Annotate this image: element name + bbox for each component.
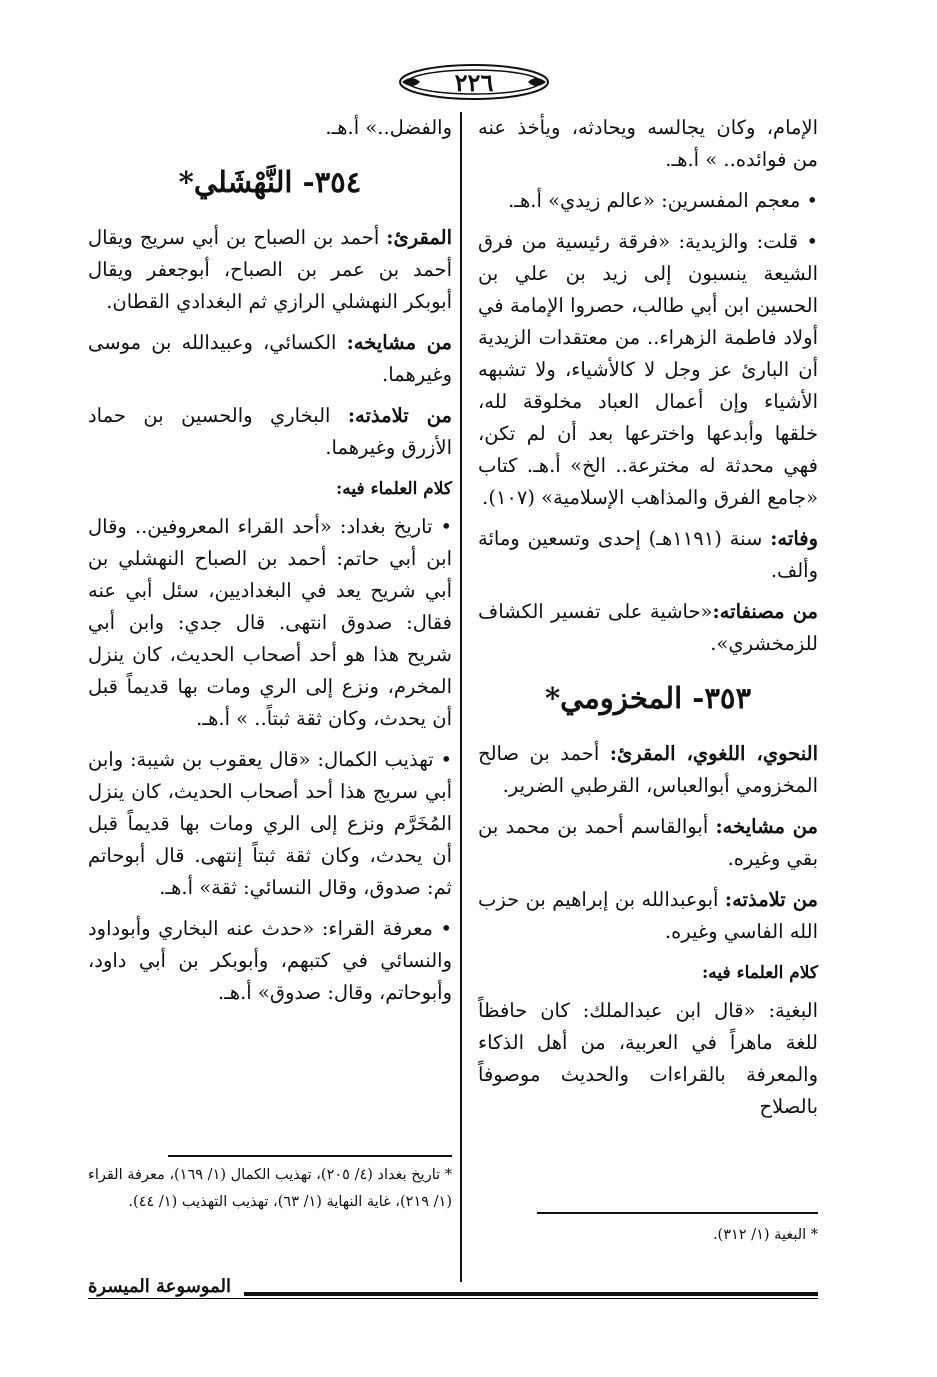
entry-intro-label: المقرئ: [386,226,452,249]
students-paragraph [88,400,452,464]
footnote-rule [537,1212,818,1214]
footer-rule-thin [88,1298,818,1299]
right-column [478,112,818,1132]
works-paragraph [478,596,818,660]
footnote: * البغية (١/ ٣١٢). [712,1227,818,1243]
paragraph: البغية: «قال ابن عبدالملك: كان حافظاً للغة ماهراً في العربية، من أهل الذكاء والمعرفة بالقراءات والحديث موصوفاً بالصلاح [478,999,818,1118]
paragraph: • تاريخ بغداد: «أحد القراء المعروفين.. وقال ابن أبي حاتم: أحمد بن الصباح النهشلي بن أبي شريح يعد في البغداديين، سئل أبي عنه فقال: صدوق انتهى. قال جدي: وابن أبي شريح هذا هو أحد أصحاب الحديث، كان ينزل المخرم، ونزع إلى الري ومات بها قديماً قبل أن يحدث، وكان ثقة ثبتاً.. » أ.هـ. [88,515,452,730]
entry-intro [478,738,818,802]
column-divider [460,112,462,1282]
paragraph: • قلت: والزيدية: «فرقة رئيسية من فرق الشيعة ينسبون إلى زيد بن علي بن الحسين ابن أبي طالب، حصروا الإمامة في أولاد فاطمة الزهراء.. من معتقدات الزيدية أن البارئ عز وجل لا كالأشياء، ولا تشبهه الأشياء وإن أعمال العباد مخلوقة لله، خلقها وأبدعها واخترعها بعد أن لم تكن، فهي محدثة له مخترعة.. الخ» أ.هـ. كتاب «جامع الفرق والمذاهب الإسلامية» (١٠٧). [478,230,818,509]
page-number-ornament [398,62,550,102]
students-label: من تلامذته: [347,404,452,427]
death-paragraph [478,523,818,587]
paragraph: والفضل..» أ.هـ. [325,116,452,139]
students-paragraph [478,884,818,948]
students-text: البخاري والحسين بن حماد الأزرق وغيرهما. [88,404,452,459]
students-text: أبوعبدالله بن إبراهيم بن حزب الله الفاسي وغيره. [478,888,818,943]
entry-title: ٣٥٣- المخزومي* [544,681,752,715]
death-label: وفاته: [770,527,818,550]
entry-intro-label: النحوي، اللغوي، المقرئ: [609,742,818,765]
entry-intro-text: أحمد بن الصباح بن أبي سريج ويقال أحمد بن عمر بن الصباح، أبوجعفر ويقال أبوبكر النهشلي الرازي ثم البغدادي القطان. [88,226,452,313]
teachers-paragraph [88,327,452,391]
works-text: «حاشية على تفسير الكشاف للزمخشري». [478,600,818,655]
entry-title: ٣٥٤- النَّهْشَلي* [178,165,362,199]
paragraph: • معرفة القراء: «حدث عنه البخاري وأبوداود والنسائي في كتبهم، وأبوبكر بن أبي داود، وأبوحاتم، وقال: صدوق» أ.هـ. [88,917,452,1004]
left-column [88,112,452,1018]
paragraph: • تهذيب الكمال: «قال يعقوب بن شيبة: وابن أبي سريج هذا أحد أصحاب الحديث، كان ينزل المُخَرَّم ونزع إلى الري ومات بها قديماً قبل أن يحدث، وكان ثقة ثبتاً إنتهى. قال أبوحاتم ثم: صدوق، وقال النسائي: ثقة» أ.هـ. [88,748,452,899]
teachers-label: من مشايخه: [346,331,452,354]
students-label: من تلامذته: [724,888,818,911]
entry-intro [88,222,452,318]
paragraph: الإمام، وكان يجالسه ويحادثه، ويأخذ عنه من فوائده.. » أ.هـ. [478,116,818,171]
teachers-text: أبوالقاسم أحمد بن محمد بن بقي وغيره. [478,815,818,870]
death-text: سنة (١١٩١هـ) إحدى وتسعين ومائة وألف. [478,527,818,582]
scholars-heading: كلام العلماء فيه: [702,963,818,983]
teachers-text: الكسائي، وعبيدالله بن موسى وغيرهما. [88,331,452,386]
works-label: من مصنفاته: [712,600,818,623]
footer-title: الموسوعة الميسرة [88,1276,244,1297]
footnote-rule [168,1155,452,1157]
teachers-paragraph [478,811,818,875]
paragraph: • معجم المفسرين: «عالم زيدي» أ.هـ. [508,189,818,212]
entry-intro-text: أحمد بن صالح المخزومي أبوالعباس، القرطبي الضرير. [478,742,818,797]
footnote: * تاريخ بغداد (٤/ ٢٠٥)، تهذيب الكمال (١/ ١٦٩)، معرفة القراء (١/ ٢١٩)، غاية النهاية (١/ ٦٣)، تهذيب التهذيب (١/ ٤٤). [88,1167,453,1210]
teachers-label: من مشايخه: [715,815,818,838]
page-number: ٢٢٦ [454,68,494,97]
scholars-heading: كلام العلماء فيه: [336,479,452,499]
